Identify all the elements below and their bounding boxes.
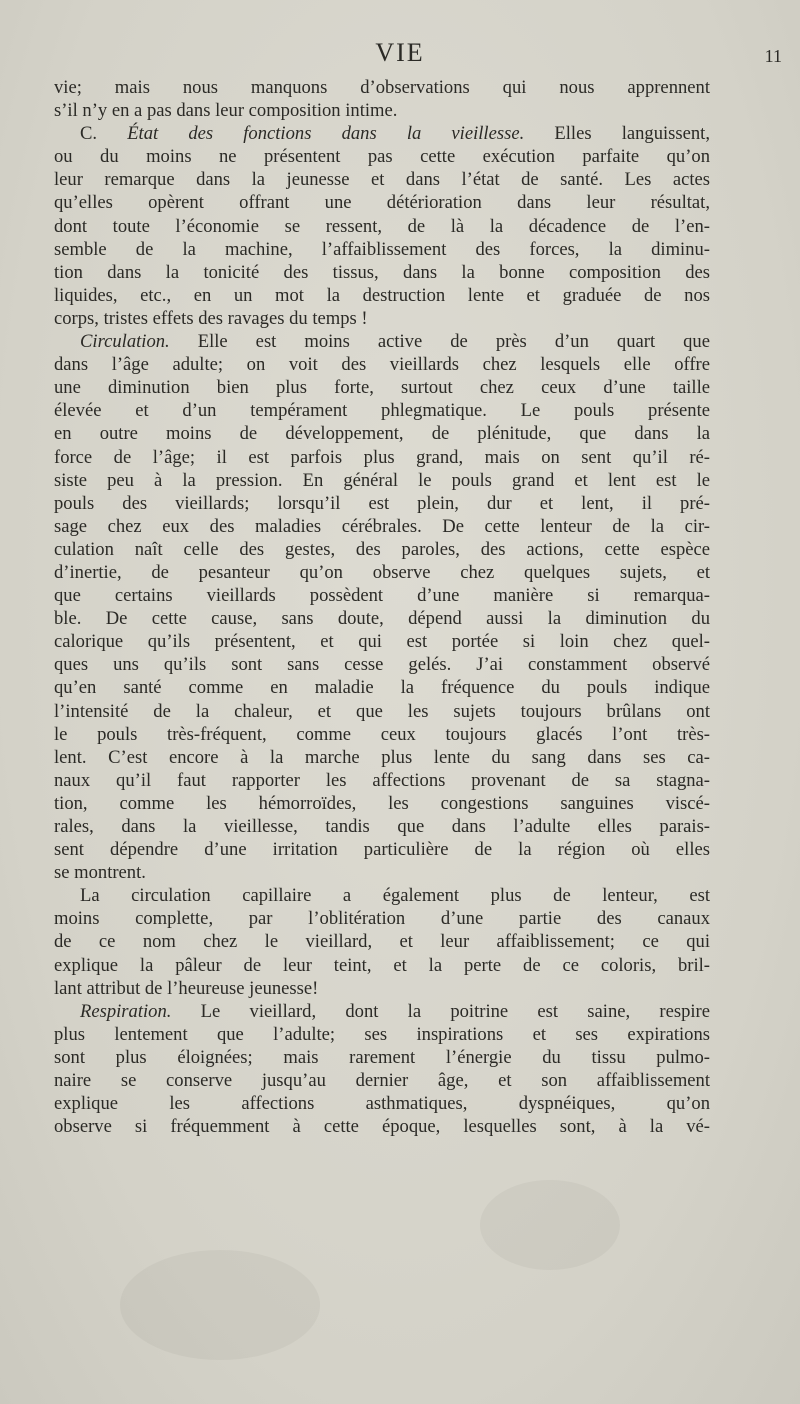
text-segment: s’il n’y en a pas dans leur composition intime.: [54, 100, 398, 122]
text-segment: C.: [80, 123, 128, 145]
text-segment: une diminution bien plus forte, surtout chez ceux d’une taille: [54, 377, 710, 399]
text-line: [54, 330, 710, 353]
text-line: [54, 238, 710, 261]
text-line: [54, 284, 710, 307]
text-segment: tion dans la tonicité des tissus, dans la bonne composition des: [54, 261, 710, 283]
text-segment: élevée et d’un tempérament phlegmatique. Le pouls présente: [54, 400, 710, 422]
text-line: [54, 307, 710, 330]
text-segment: semble de la machine, l’affaiblissement des forces, la diminu-: [54, 238, 710, 260]
text-line: [54, 261, 710, 284]
text-line: [54, 584, 710, 607]
text-line: [54, 630, 710, 653]
text-line: [54, 191, 710, 214]
running-title: VIE: [375, 38, 425, 67]
page-number: 11: [764, 46, 782, 66]
text-line: [54, 376, 710, 399]
text-line: [54, 446, 710, 469]
text-segment: vie; mais nous manquons d’observations qui nous apprennent: [54, 77, 710, 98]
text-segment: lant attribut de l’heureuse jeunesse!: [54, 977, 319, 999]
text-line: [54, 168, 710, 191]
text-line: [54, 122, 710, 145]
text-segment: La circulation capillaire a également plus de lenteur, est: [80, 885, 710, 907]
text-line: [54, 492, 710, 515]
text-line: [54, 1115, 710, 1138]
text-segment: culation naît celle des gestes, des paroles, des actions, cette espèce: [54, 538, 710, 560]
paper-stain: [480, 1180, 620, 1270]
body-text: [54, 76, 710, 1138]
paper-stain: [120, 1250, 320, 1360]
text-line: [54, 422, 710, 445]
text-line: [54, 607, 710, 630]
text-line: [54, 907, 710, 930]
text-line: [54, 815, 710, 838]
text-segment: se montrent.: [54, 862, 146, 884]
text-line: [54, 930, 710, 953]
text-segment: lent. C’est encore à la marche plus lente du sang dans ses ca-: [54, 746, 710, 768]
text-segment: de ce nom chez le vieillard, et leur affaiblissement; ce qui: [54, 931, 710, 953]
text-segment: sent dépendre d’une irritation particulière de la région où elles: [54, 839, 710, 861]
text-segment: dans l’âge adulte; on voit des vieillards chez lesquels elle offre: [54, 354, 710, 376]
text-line: [54, 746, 710, 769]
text-segment: sont plus éloignées; mais rarement l’énergie du tissu pulmo-: [54, 1046, 710, 1068]
text-line: [54, 700, 710, 723]
text-segment: dont toute l’économie se ressent, de là la décadence de l’en-: [54, 215, 710, 237]
text-line: [54, 145, 710, 168]
text-line: [54, 469, 710, 492]
text-segment: moins complette, par l’oblitération d’une partie des canaux: [54, 908, 710, 930]
text-line: [54, 76, 710, 99]
text-segment: plus lentement que l’adulte; ses inspirations et ses expirations: [54, 1023, 710, 1045]
text-line: [54, 215, 710, 238]
text-line: [54, 653, 710, 676]
text-segment: sage chez eux des maladies cérébrales. De cette lenteur de la cir-: [54, 515, 710, 537]
text-line: [54, 1000, 710, 1023]
text-segment: explique les affections asthmatiques, dyspnéiques, qu’on: [54, 1093, 710, 1115]
text-line: [54, 1092, 710, 1115]
text-segment: qu’elles opèrent offrant une détérioration dans leur résultat,: [54, 192, 710, 214]
text-segment: calorique qu’ils présentent, et qui est portée si loin chez quel-: [54, 631, 710, 653]
text-line: [54, 977, 710, 1000]
text-line: [54, 538, 710, 561]
text-segment: le pouls très-fréquent, comme ceux toujours glacés l’ont très-: [54, 723, 710, 745]
text-segment: observe si fréquemment à cette époque, lesquelles sont, à la vé-: [54, 1116, 710, 1138]
text-segment: ou du moins ne présentent pas cette exécution parfaite qu’on: [54, 146, 710, 168]
italic-heading: État des fonctions dans la vieillesse.: [127, 123, 525, 145]
text-segment: ble. De cette cause, sans doute, dépend aussi la diminution du: [54, 608, 710, 630]
text-segment: liquides, etc., en un mot la destruction lente et graduée de nos: [54, 284, 710, 306]
text-line: [54, 399, 710, 422]
text-segment: naux qu’il faut rapporter les affections provenant de sa stagna-: [54, 769, 710, 791]
text-segment: que certains vieillards possèdent d’une manière si remarqua-: [54, 585, 710, 607]
text-segment: leur remarque dans la jeunesse et dans l’état de santé. Les actes: [54, 169, 710, 191]
text-line: [54, 861, 710, 884]
text-line: [54, 723, 710, 746]
text-segment: tion, comme les hémorroïdes, les congestions sanguines viscé-: [54, 792, 710, 814]
italic-heading: Circulation.: [80, 331, 170, 353]
text-segment: rales, dans la vieillesse, tandis que dans l’adulte elles parais-: [54, 816, 710, 837]
text-segment: qu’en santé comme en maladie la fréquence du pouls indique: [54, 677, 710, 699]
running-header: [0, 38, 800, 78]
text-line: [54, 769, 710, 792]
text-segment: force de l’âge; il est parfois plus grand, mais on sent qu’il ré-: [54, 446, 710, 468]
text-line: [54, 353, 710, 376]
text-line: [54, 1069, 710, 1092]
text-line: [54, 838, 710, 861]
text-segment: Le vieillard, dont la poitrine est saine, respire: [171, 1000, 710, 1022]
text-segment: explique la pâleur de leur teint, et la perte de ce coloris, bril-: [54, 954, 710, 976]
text-segment: ques uns qu’ils sont sans cesse gelés. J’ai constamment observé: [54, 654, 710, 676]
text-segment: corps, tristes effets des ravages du temps !: [54, 307, 368, 329]
text-line: [54, 792, 710, 815]
text-line: [54, 515, 710, 538]
text-segment: Elle est moins active de près d’un quart que: [169, 331, 710, 353]
text-line: [54, 1023, 710, 1046]
text-segment: Elles languissent,: [524, 123, 711, 145]
text-segment: en outre moins de développement, de plénitude, que dans la: [54, 423, 710, 445]
text-segment: naire se conserve jusqu’au dernier âge, et son affaiblissement: [54, 1070, 710, 1092]
text-line: [54, 676, 710, 699]
text-line: [54, 99, 710, 122]
italic-heading: Respiration.: [80, 1000, 172, 1022]
text-line: [54, 561, 710, 584]
text-segment: siste peu à la pression. En général le pouls grand et lent est le: [54, 469, 710, 491]
text-line: [54, 1046, 710, 1069]
text-segment: d’inertie, de pesanteur qu’on observe chez quelques sujets, et: [54, 561, 710, 583]
text-line: [54, 954, 710, 977]
text-line: [54, 884, 710, 907]
text-segment: l’intensité de la chaleur, et que les sujets toujours brûlans ont: [54, 700, 710, 722]
text-segment: pouls des vieillards; lorsqu’il est plein, dur et lent, il pré-: [54, 492, 710, 514]
